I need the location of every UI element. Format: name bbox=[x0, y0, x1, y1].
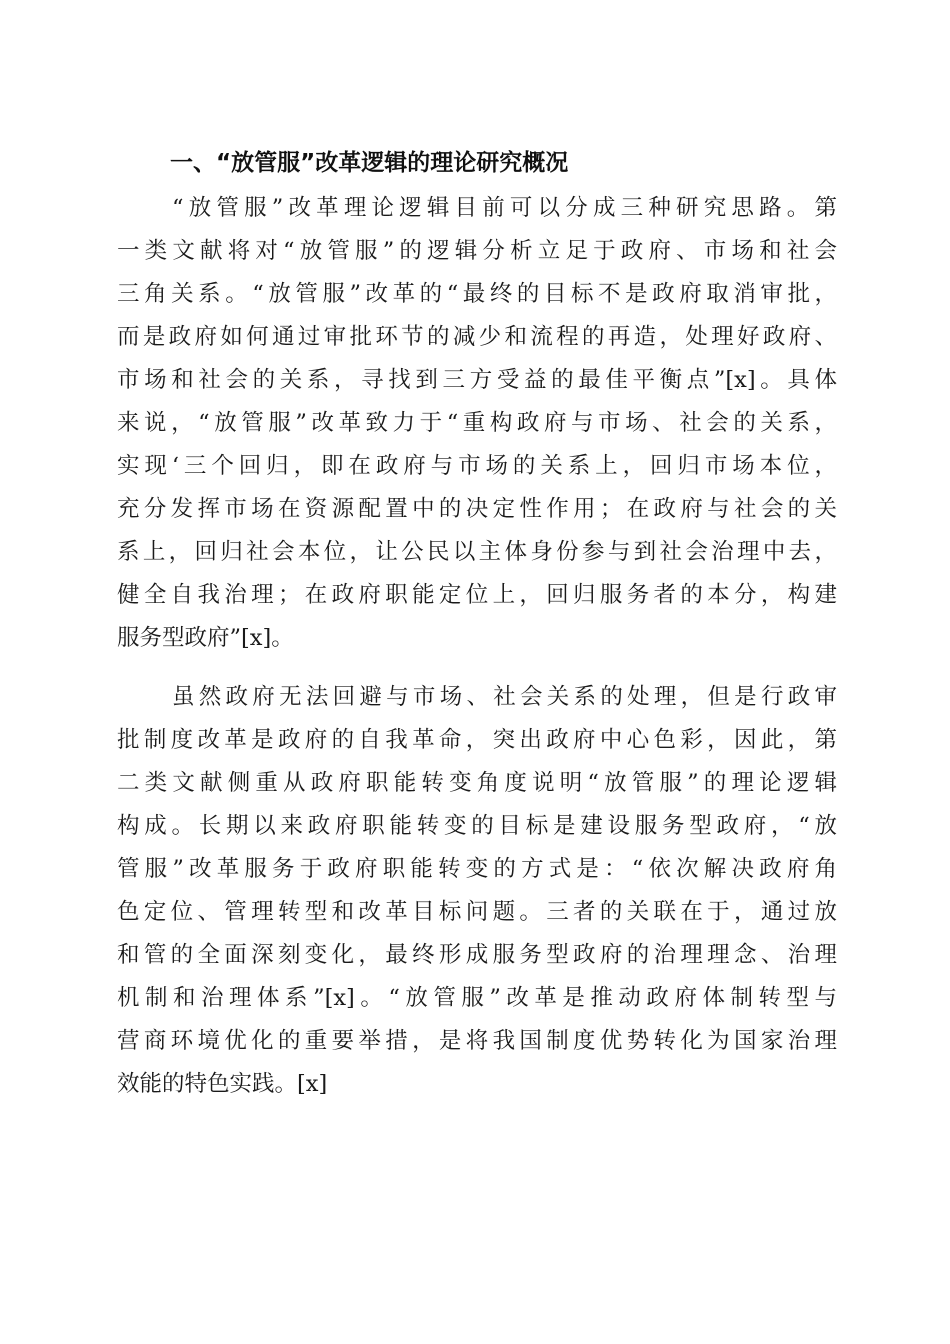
paragraph-2-line-9: 营商环境优化的重要举措，是将我国制度优势转化为国家治理 bbox=[117, 1028, 837, 1054]
paragraph-1-line-5: 市场和社会的关系，寻找到三方受益的最佳平衡点”[x]。具体 bbox=[117, 367, 837, 393]
paragraph-1-line-2: 一类文献将对“放管服”的逻辑分析立足于政府、市场和社会 bbox=[117, 238, 837, 264]
paragraph-1-line-4: 而是政府如何通过审批环节的减少和流程的再造，处理好政府、 bbox=[117, 324, 837, 350]
paragraph-1-line-6: 来说，“放管服”改革致力于“重构政府与市场、社会的关系， bbox=[117, 410, 837, 436]
paragraph-2-line-10: 效能的特色实践。[x] bbox=[117, 1071, 328, 1097]
paragraph-1-line-9: 系上，回归社会本位，让公民以主体身份参与到社会治理中去， bbox=[117, 539, 837, 565]
paragraph-2-line-2: 批制度改革是政府的自我革命，突出政府中心色彩，因此，第 bbox=[117, 727, 837, 753]
paragraph-2-line-4: 构成。长期以来政府职能转变的目标是建设服务型政府，“放 bbox=[117, 813, 837, 839]
paragraph-1-line-10: 健全自我治理；在政府职能定位上，回归服务者的本分，构建 bbox=[117, 582, 837, 608]
paragraph-1-line-1: “放管服”改革理论逻辑目前可以分成三种研究思路。第 bbox=[172, 195, 837, 221]
paragraph-2-line-1: 虽然政府无法回避与市场、社会关系的处理，但是行政审 bbox=[172, 684, 837, 710]
paragraph-1-line-11: 服务型政府”[x]。 bbox=[117, 625, 294, 651]
paragraph-1-line-8: 充分发挥市场在资源配置中的决定性作用；在政府与社会的关 bbox=[117, 496, 837, 522]
paragraph-2-line-7: 和管的全面深刻变化，最终形成服务型政府的治理理念、治理 bbox=[117, 942, 837, 968]
paragraph-2-line-8: 机制和治理体系”[x]。“放管服”改革是推动政府体制转型与 bbox=[117, 985, 837, 1011]
paragraph-2-line-6: 色定位、管理转型和改革目标问题。三者的关联在于，通过放 bbox=[117, 899, 837, 925]
paragraph-2-line-3: 二类文献侧重从政府职能转变角度说明“放管服”的理论逻辑 bbox=[117, 770, 837, 796]
section-heading: 一、“放管服”改革逻辑的理论研究概况 bbox=[170, 150, 569, 176]
paragraph-2-line-5: 管服”改革服务于政府职能转变的方式是：“依次解决政府角 bbox=[117, 856, 837, 882]
paragraph-1-line-7: 实现‘三个回归，即在政府与市场的关系上，回归市场本位， bbox=[117, 453, 837, 479]
paragraph-1-line-3: 三角关系。“放管服”改革的“最终的目标不是政府取消审批， bbox=[117, 281, 837, 307]
